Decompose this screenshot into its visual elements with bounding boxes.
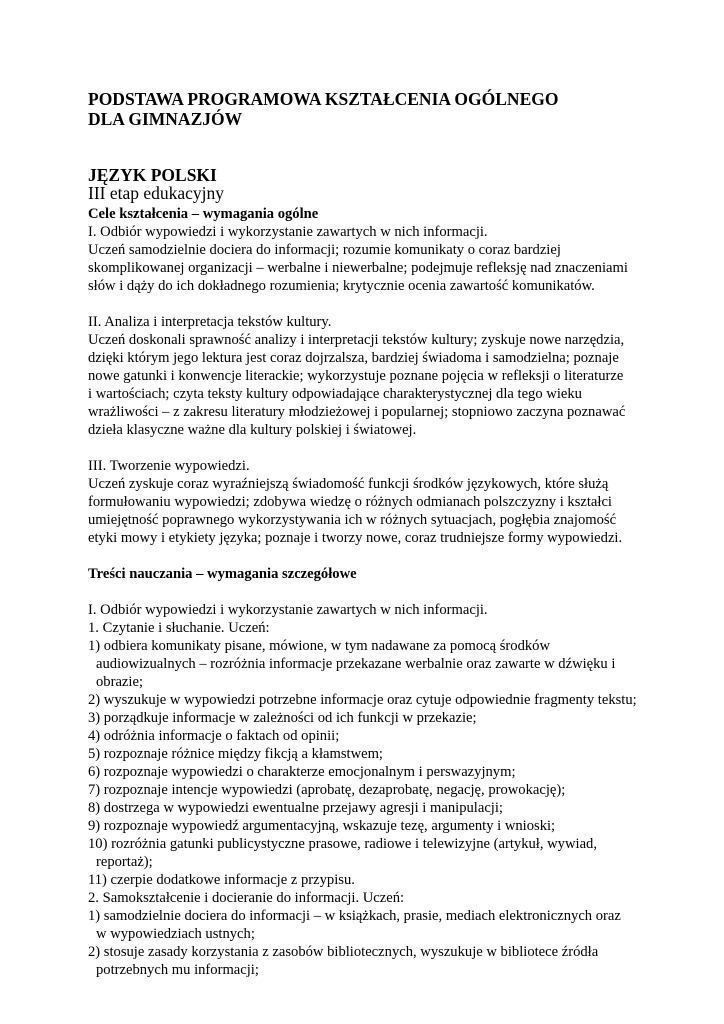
list-item-line: 1) odbiera komunikaty pisane, mówione, w tym nadawane za pomocą środków (88, 638, 551, 654)
document-body (88, 205, 648, 979)
subsection-title: 1. Czytanie i słuchanie. Uczeń: (88, 620, 270, 636)
text-line: nowe gatunki i konwencje literackie; wykorzystuje poznane pojęcia w refleksji o literaturze (88, 368, 624, 384)
section-title: I. Odbiór wypowiedzi i wykorzystanie zawartych w nich informacji. (88, 602, 488, 618)
section-title: III. Tworzenie wypowiedzi. (88, 458, 250, 474)
list-item (88, 799, 648, 817)
list-item-line: 6) rozpoznaje wypowiedzi o charakterze emocjonalnym i perswazyjnym; (88, 764, 516, 780)
text-line: Uczeń doskonali sprawność analizy i interpretacji tekstów kultury; zyskuje nowe narzędzia, (88, 332, 625, 348)
list-item (88, 817, 648, 835)
list-item-line: obrazie; (96, 674, 143, 690)
list-item-line: potrzebnych mu informacji; (96, 962, 259, 978)
list-item-line: 7) rozpoznaje intencje wypowiedzi (aprobatę, dezaprobatę, negację, prowokację); (88, 782, 566, 798)
list-item (88, 871, 648, 889)
list-item-line: 9) rozpoznaje wypowiedź argumentacyjną, wskazuje tezę, argumenty i wnioski; (88, 818, 556, 834)
text-line: dzieła klasyczne ważne dla kultury polskiej i światowej. (88, 422, 417, 438)
list-item-line: audiowizualnych – rozróżnia informacje przekazane werbalnie oraz zawarte w dźwięku i (96, 656, 616, 672)
list-item-line: 2) wyszukuje w wypowiedzi potrzebne informacje oraz cytuje odpowiednie fragmenty tekstu; (88, 692, 637, 708)
title-line: PODSTAWA PROGRAMOWA KSZTAŁCENIA OGÓLNEGO (88, 89, 559, 109)
text-line: dzięki którym jego lektura jest coraz dojrzalsza, bardziej świadoma i samodzielna; poznaje (88, 350, 619, 366)
text-line: etyki mowy i etykiety języka; poznaje i tworzy nowe, coraz trudniejsze formy wypowiedzi. (88, 530, 623, 546)
list-item-line: reportaż); (96, 854, 153, 870)
list-item (88, 691, 648, 709)
section-title: II. Analiza i interpretacja tekstów kultury. (88, 314, 332, 330)
text-line: Uczeń samodzielnie dociera do informacji; rozumie komunikaty o coraz bardziej (88, 242, 561, 258)
text-line: Uczeń zyskuje coraz wyraźniejszą świadomość funkcji środków językowych, które służą (88, 476, 609, 492)
list-item-line: w wypowiedziach ustnych; (96, 926, 255, 942)
list-item (88, 637, 648, 691)
list-item-line: 2) stosuje zasady korzystania z zasobów bibliotecznych, wyszukuje w bibliotece źródła (88, 944, 599, 960)
requirements-list (88, 907, 648, 979)
document-title (88, 89, 558, 129)
title-line: DLA GIMNAZJÓW (88, 109, 243, 129)
text-line: formułowaniu wypowiedzi; zdobywa wiedzę o różnych odmianach polszczyzny i kształci (88, 494, 612, 510)
list-item (88, 745, 648, 763)
general-section (88, 457, 648, 547)
detailed-heading: Treści nauczania – wymagania szczegółowe (88, 566, 357, 582)
list-item (88, 709, 648, 727)
list-item (88, 763, 648, 781)
text-line: skomplikowanej organizacji – werbalne i niewerbalne; podejmuje refleksję nad znaczeniami (88, 260, 628, 276)
text-line: umiejętność poprawnego wykorzystywania ich w różnych sytuacjach, pogłębia znajomość (88, 512, 617, 528)
list-item-line: 8) dostrzega w wypowiedzi ewentualne przejawy agresji i manipulacji; (88, 800, 503, 816)
list-item (88, 835, 648, 871)
stage-heading: III etap edukacyjny (88, 183, 225, 203)
general-section (88, 313, 648, 439)
section-title: I. Odbiór wypowiedzi i wykorzystanie zawartych w nich informacji. (88, 224, 488, 240)
subject-heading: JĘZYK POLSKI (88, 165, 217, 185)
list-item-line: 10) rozróżnia gatunki publicystyczne prasowe, radiowe i telewizyjne (artykuł, wywiad, (88, 836, 597, 852)
list-item-line: 3) porządkuje informacje w zależności od ich funkcji w przekazie; (88, 710, 477, 726)
text-line: i wartościach; czyta teksty kultury odpowiadające charakterystycznej dla tego wieku (88, 386, 582, 402)
general-heading: Cele kształcenia – wymagania ogólne (88, 206, 319, 222)
text-line: słów i dąży do ich dokładnego rozumienia; krytycznie ocenia zawartość komunikatów. (88, 278, 595, 294)
list-item (88, 781, 648, 799)
list-item (88, 943, 648, 979)
list-item-line: 11) czerpie dodatkowe informacje z przypisu. (88, 872, 355, 888)
list-item-line: 5) rozpoznaje różnice między fikcją a kłamstwem; (88, 746, 383, 762)
list-item (88, 907, 648, 943)
general-section (88, 223, 648, 295)
list-item-line: 4) odróżnia informacje o faktach od opinii; (88, 728, 340, 744)
text-line: wrażliwości – z zakresu literatury młodzieżowej i popularnej; stopniowo zaczyna poznawać (88, 404, 626, 420)
list-item (88, 727, 648, 745)
requirements-list (88, 637, 648, 889)
subsection-title: 2. Samokształcenie i docieranie do informacji. Uczeń: (88, 890, 405, 906)
list-item-line: 1) samodzielnie dociera do informacji – w książkach, prasie, mediach elektronicznych oraz (88, 908, 621, 924)
